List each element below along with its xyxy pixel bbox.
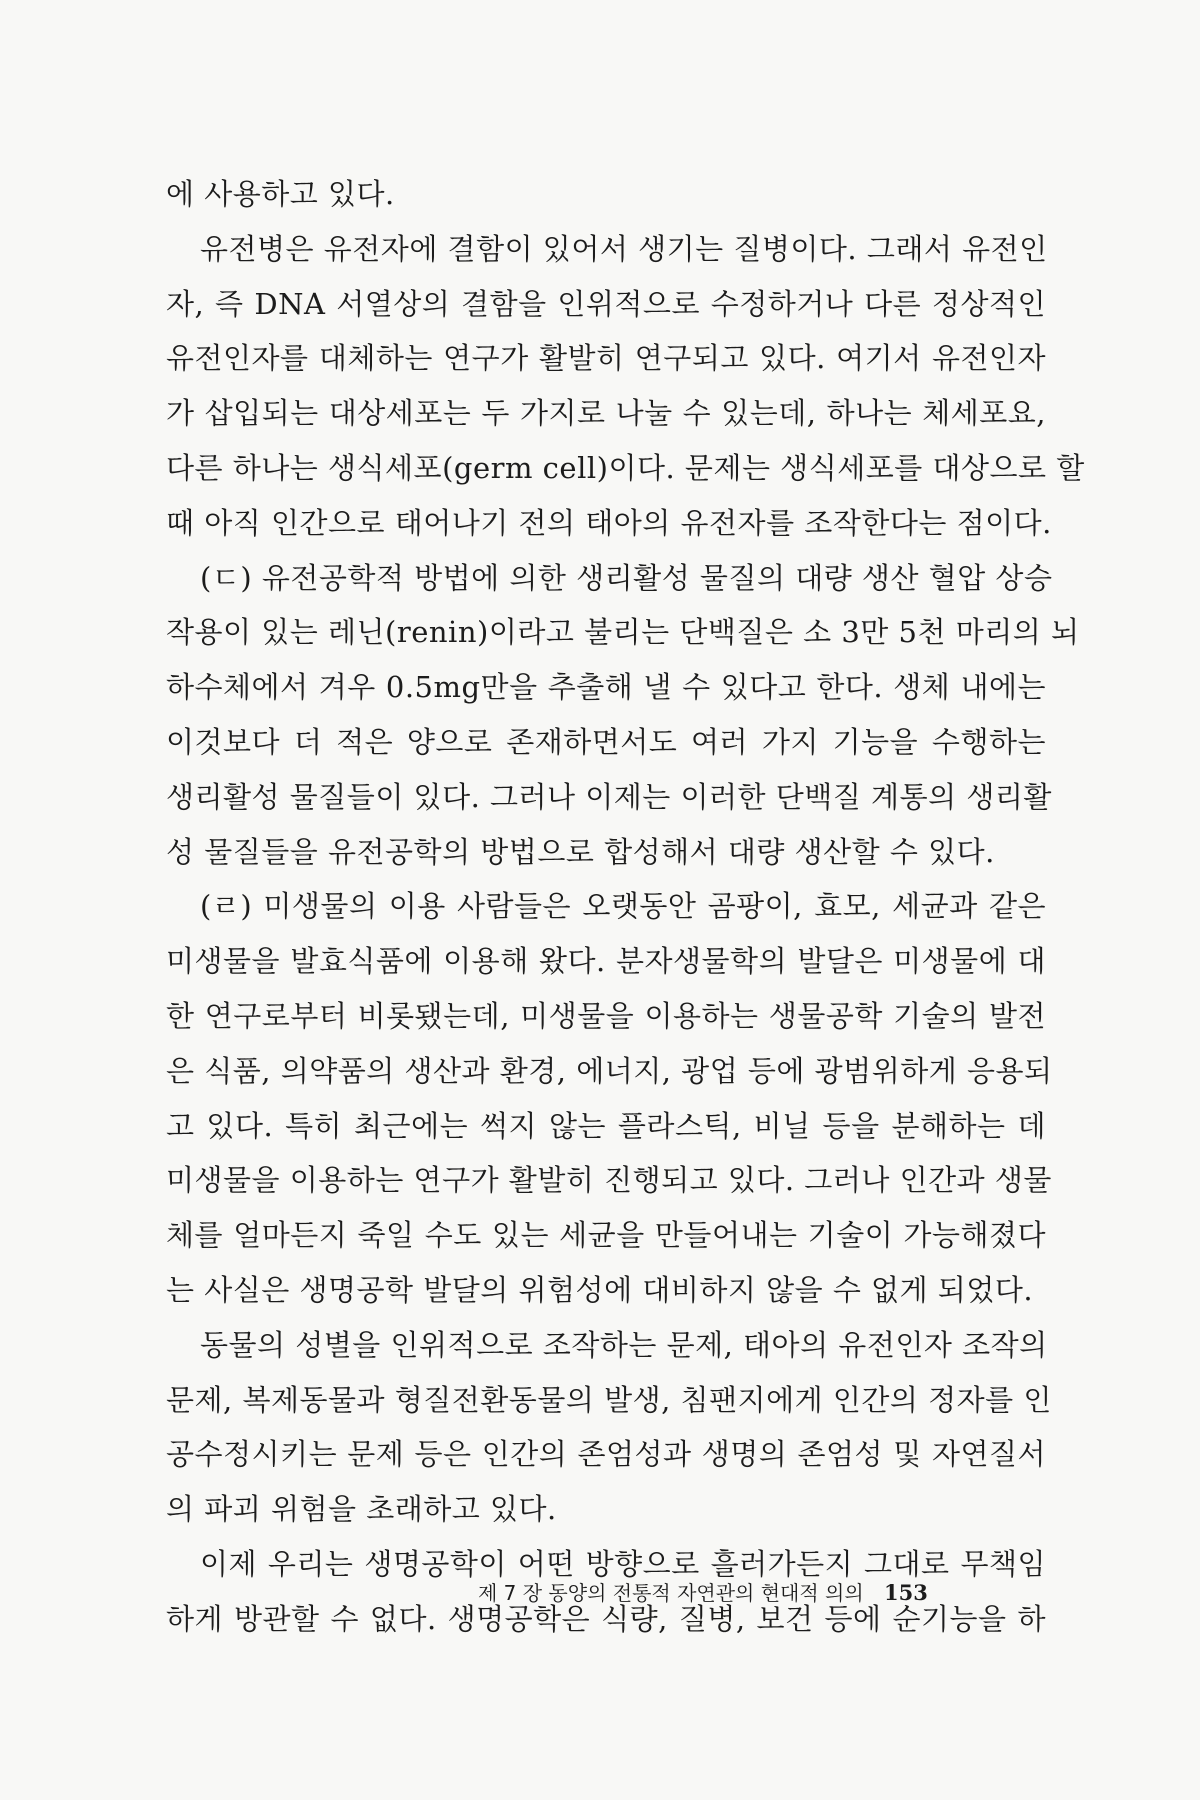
body-line: 미생물을 이용하는 연구가 활발히 진행되고 있다. 그러나 인간과 생물: [166, 1163, 1052, 1198]
body-line: 작용이 있는 레닌(renin)이라고 불리는 단백질은 소 3만 5천 마리의 뇌: [166, 615, 1080, 650]
body-line: 미생물을 발효식품에 이용해 왔다. 분자생물학의 발달은 미생물에 대: [166, 944, 1046, 979]
body-line: 생리활성 물질들이 있다. 그러나 이제는 이러한 단백질 계통의 생리활: [166, 779, 1052, 814]
body-line: 는 사실은 생명공학 발달의 위험성에 대비하지 않을 수 없게 되었다.: [166, 1272, 1034, 1307]
body-line: 자, 즉 DNA 서열상의 결함을 인위적으로 수정하거나 다른 정상적인: [166, 286, 1046, 321]
body-line: 성 물질들을 유전공학의 방법으로 합성해서 대량 생산할 수 있다.: [166, 834, 995, 869]
running-footer: [478, 1578, 1018, 1608]
chapter-title: 제 7 장 동양의 전통적 자연관의 현대적 의의: [478, 1581, 864, 1605]
body-line: 공수정시키는 문제 등은 인간의 존엄성과 생명의 존엄성 및 자연질서: [166, 1437, 1046, 1472]
body-line: 의 파괴 위험을 초래하고 있다.: [166, 1492, 557, 1527]
body-line: 하수체에서 겨우 0.5mg만을 추출해 낼 수 있다고 한다. 생체 내에는: [166, 670, 1046, 705]
body-line: 고 있다. 특히 최근에는 썩지 않는 플라스틱, 비닐 등을 분해하는 데: [166, 1108, 1046, 1143]
page-number: 153: [884, 1580, 928, 1605]
body-line: (ㄷ) 유전공학적 방법에 의한 생리활성 물질의 대량 생산 혈압 상승: [200, 560, 1053, 595]
body-text: [166, 172, 1085, 1652]
body-line: 체를 얼마든지 죽일 수도 있는 세균을 만들어내는 기술이 가능해졌다: [166, 1218, 1046, 1253]
body-line: 동물의 성별을 인위적으로 조작하는 문제, 태아의 유전인자 조작의: [200, 1327, 1048, 1362]
body-line: 다른 하나는 생식세포(germ cell)이다. 문제는 생식세포를 대상으로 할: [166, 450, 1085, 485]
body-line: 유전병은 유전자에 결함이 있어서 생기는 질병이다. 그래서 유전인: [200, 231, 1048, 266]
body-line: 때 아직 인간으로 태어나기 전의 태아의 유전자를 조작한다는 점이다.: [166, 505, 1052, 540]
body-line: 은 식품, 의약품의 생산과 환경, 에너지, 광업 등에 광범위하게 응용되: [166, 1053, 1053, 1088]
body-line: 가 삽입되는 대상세포는 두 가지로 나눌 수 있는데, 하나는 체세포요,: [166, 396, 1046, 431]
body-line: 한 연구로부터 비롯됐는데, 미생물을 이용하는 생물공학 기술의 발전: [166, 998, 1046, 1033]
body-line: 유전인자를 대체하는 연구가 활발히 연구되고 있다. 여기서 유전인자: [166, 341, 1046, 376]
body-line: 에 사용하고 있다.: [166, 177, 395, 211]
body-line: (ㄹ) 미생물의 이용 사람들은 오랫동안 곰팡이, 효모, 세균과 같은: [200, 889, 1046, 924]
body-line: 문제, 복제동물과 형질전환동물의 발생, 침팬지에게 인간의 정자를 인: [166, 1382, 1052, 1417]
body-line: 이것보다 더 적은 양으로 존재하면서도 여러 가지 기능을 수행하는: [166, 724, 1046, 759]
body-line: 이제 우리는 생명공학이 어떤 방향으로 흘러가든지 그대로 무책임: [200, 1546, 1046, 1581]
body-line: 하게 방관할 수 없다. 생명공학은 식량, 질병, 보건 등에 순기능을 하: [166, 1601, 1046, 1636]
